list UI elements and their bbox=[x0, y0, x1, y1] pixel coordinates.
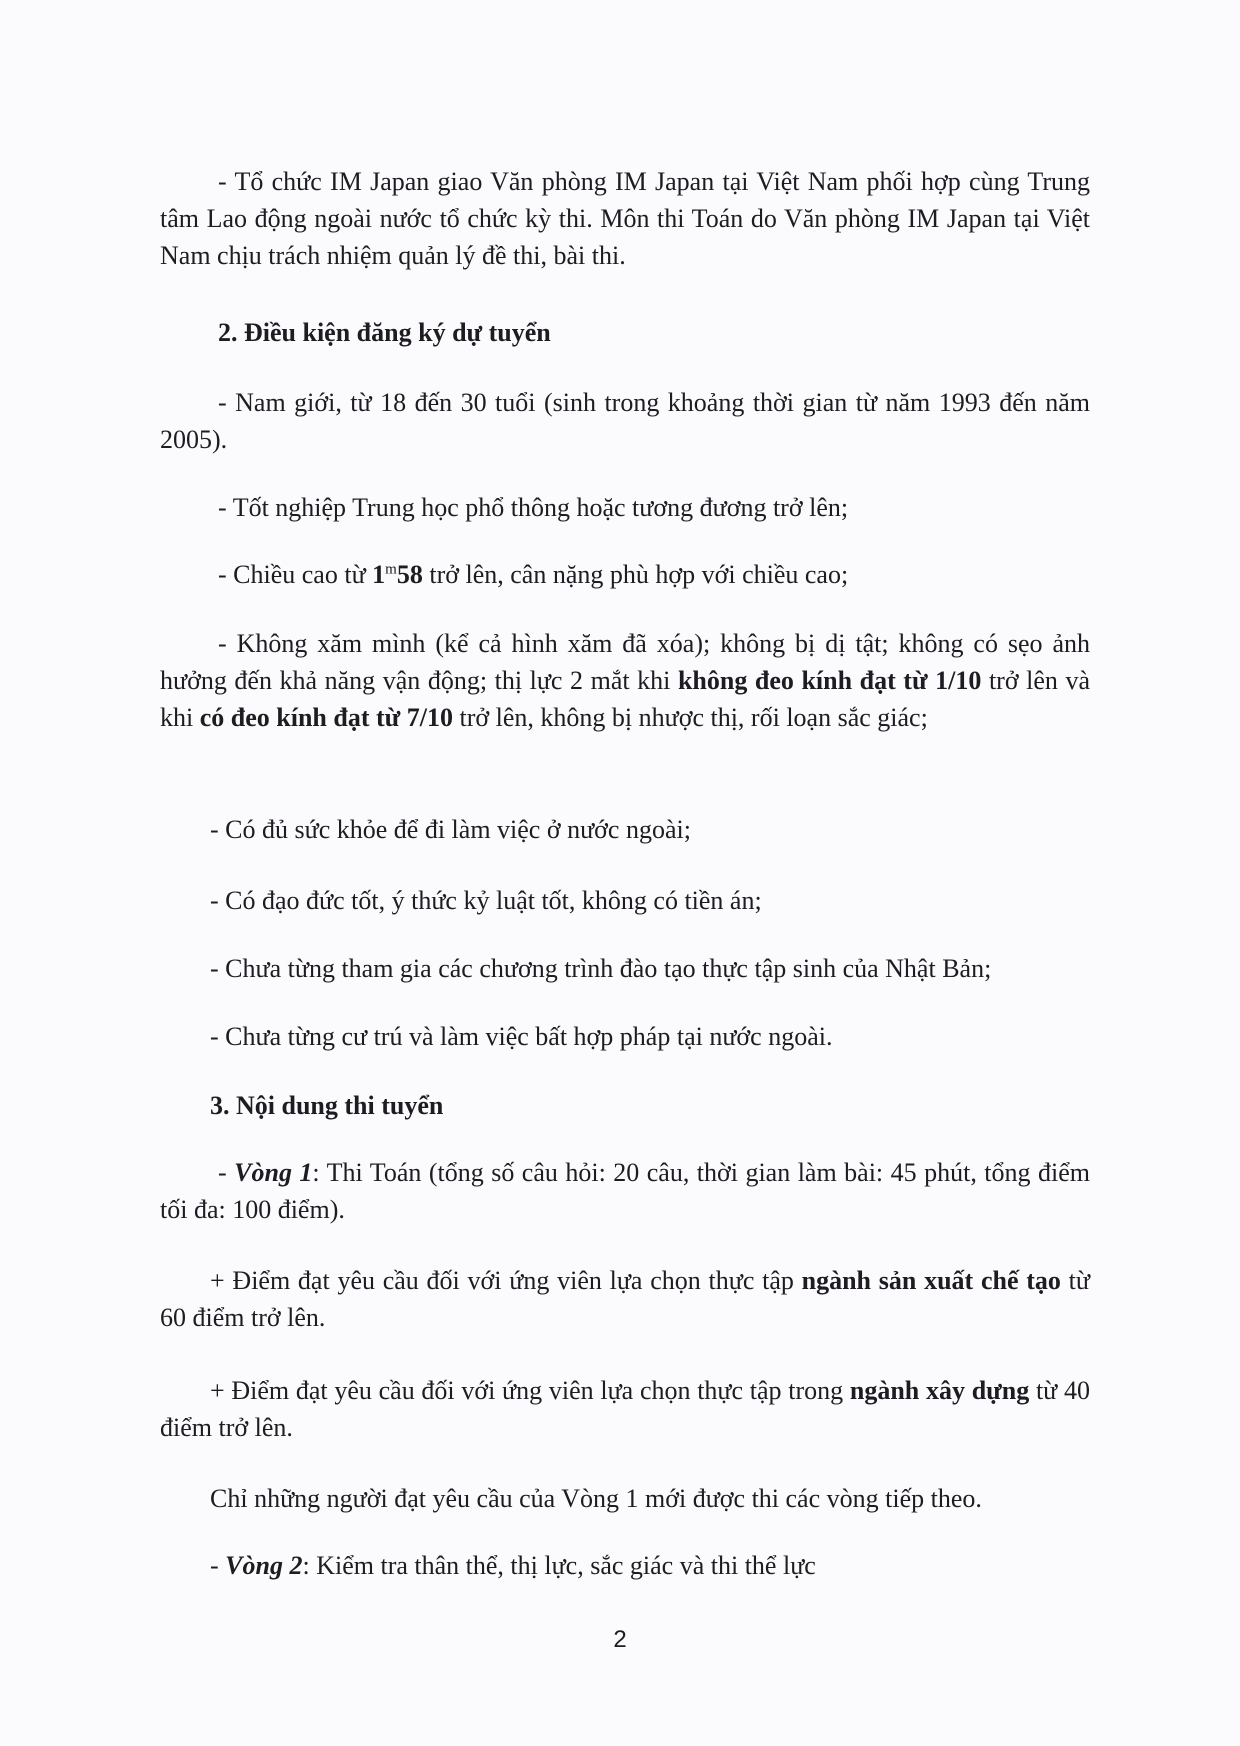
heading-registration-conditions: 2. Điều kiện đăng ký dự tuyển bbox=[218, 318, 551, 347]
condition-ethics: - Có đạo đức tốt, ý thức kỷ luật tốt, không có tiền án; bbox=[210, 886, 762, 915]
round-1-pass-note: Chỉ những người đạt yêu cầu của Vòng 1 mới được thi các vòng tiếp theo. bbox=[210, 1484, 982, 1513]
manufacturing-sector: ngành sản xuất chế tạo bbox=[801, 1266, 1061, 1295]
vision-without-glasses: không đeo kính đạt từ 1/10 bbox=[677, 666, 982, 695]
condition-physical bbox=[160, 625, 1090, 736]
construction-sector: ngành xây dựng bbox=[849, 1376, 1030, 1405]
score-manufacturing bbox=[160, 1262, 1090, 1336]
condition-no-prior-program: - Chưa từng tham gia các chương trình đào tạo thực tập sinh của Nhật Bản; bbox=[210, 954, 992, 983]
condition-physical-text-2: trở lên và khi bbox=[160, 666, 1091, 732]
round-2 bbox=[160, 1547, 1090, 1584]
round-1-dash: - bbox=[218, 1158, 235, 1187]
score-construction-rest: từ 40 điểm trở lên. bbox=[160, 1376, 1090, 1442]
round-2-label: Vòng 2 bbox=[225, 1551, 303, 1580]
round-1-text: : Thi Toán (tổng số câu hỏi: 20 câu, thời gian làm bài: 45 phút, tổng điểm tối đa: 100 điểm). bbox=[160, 1158, 1090, 1224]
vision-with-glasses: có đeo kính đạt từ 7/10 bbox=[199, 703, 453, 732]
condition-physical-text: - Không xăm mình (kể cả hình xăm đã xóa); không bị dị tật; không có sẹo ảnh hưởng đến khả năng vận động; thị lực 2 mắt khi bbox=[160, 629, 1090, 695]
height-value-meters: 1 bbox=[372, 560, 386, 589]
round-1-label: Vòng 1 bbox=[234, 1158, 313, 1187]
condition-physical-text-3: trở lên, không bị nhược thị, rối loạn sắc giác; bbox=[452, 703, 928, 732]
height-value-cm: 58 bbox=[396, 560, 423, 589]
score-manufacturing-rest: từ 60 điểm trở lên. bbox=[160, 1266, 1090, 1332]
condition-age: - Nam giới, từ 18 đến 30 tuổi (sinh trong khoảng thời gian từ năm 1993 đến năm 2005). bbox=[160, 388, 1090, 454]
paragraph-organizer: - Tổ chức IM Japan giao Văn phòng IM Japan tại Việt Nam phối hợp cùng Trung tâm Lao động ngoài nước tổ chức kỳ thi. Môn thi Toán do Văn phòng IM Japan tại Việt Nam chịu trách nhiệm quản lý đề thi, bài thi. bbox=[160, 167, 1090, 270]
round-2-text: : Kiểm tra thân thể, thị lực, sắc giác và thi thể lực bbox=[302, 1551, 816, 1580]
score-manufacturing-text: + Điểm đạt yêu cầu đối với ứng viên lựa chọn thực tập bbox=[210, 1266, 802, 1295]
score-construction bbox=[160, 1372, 1090, 1446]
condition-height-rest: trở lên, cân nặng phù hợp với chiều cao; bbox=[422, 560, 849, 589]
condition-health: - Có đủ sức khỏe để đi làm việc ở nước ngoài; bbox=[210, 815, 691, 844]
round-2-dash: - bbox=[210, 1551, 226, 1580]
condition-height bbox=[160, 556, 1090, 593]
condition-education: - Tốt nghiệp Trung học phổ thông hoặc tương đương trở lên; bbox=[218, 493, 849, 522]
page-number: 2 bbox=[613, 1626, 627, 1653]
round-1 bbox=[160, 1154, 1090, 1228]
score-construction-text: + Điểm đạt yêu cầu đối với ứng viên lựa chọn thực tập trong bbox=[210, 1376, 850, 1405]
height-unit: m bbox=[385, 561, 397, 578]
condition-height-text: - Chiều cao từ bbox=[218, 560, 373, 589]
condition-legal-residence: - Chưa từng cư trú và làm việc bất hợp pháp tại nước ngoài. bbox=[210, 1022, 833, 1051]
heading-exam-content: 3. Nội dung thi tuyển bbox=[210, 1091, 444, 1120]
